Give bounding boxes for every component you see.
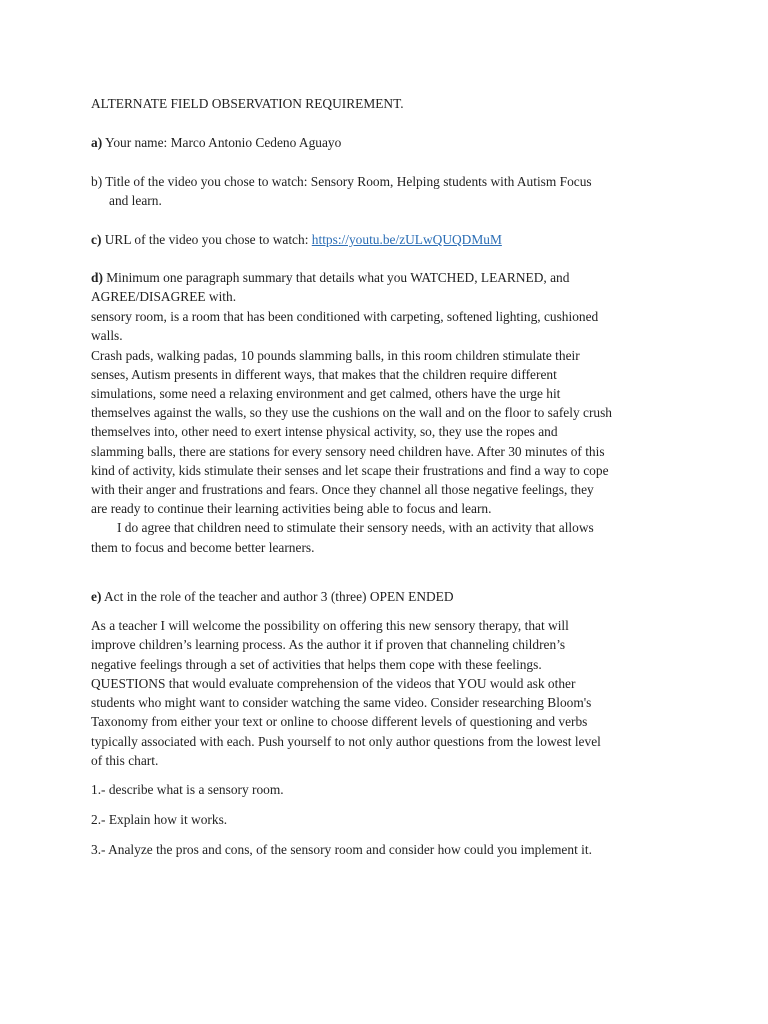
video-url-link[interactable]: https://youtu.be/zULwQUQDMuM [311, 232, 502, 247]
item-d-line-1 [91, 268, 569, 287]
agree-line-2: them to focus and become better learners. [91, 540, 315, 555]
question-2: 2.- Explain how it works. [91, 812, 228, 827]
item-d-line-2: AGREE/DISAGREE with. [91, 289, 237, 304]
summary-line: walls. [91, 328, 123, 343]
item-d-marker: d) [91, 270, 103, 285]
teacher-paragraph-line: negative feelings through a set of activities that helps them cope with these feelings. [91, 657, 542, 672]
summary-line: with their anger and frustrations and fears. Once they channel all those negative feelings, they [91, 482, 594, 497]
item-a-marker: a) [91, 135, 103, 150]
item-c-marker: c) [91, 232, 102, 247]
summary-line: slamming balls, there are stations for every sensory need children have. After 30 minutes of this [91, 444, 605, 459]
summary-line: senses, Autism presents in different ways, that makes that the children require different [91, 367, 557, 382]
item-a-name [91, 133, 341, 152]
item-c-url [91, 230, 502, 249]
summary-line: sensory room, is a room that has been conditioned with carpeting, softened lighting, cushioned [91, 309, 599, 324]
item-c-text: URL of the video you chose to watch: [101, 232, 312, 247]
summary-line: kind of activity, kids stimulate their senses and let scape their frustrations and find a way to cope [91, 463, 609, 478]
agree-line-1: I do agree that children need to stimulate their sensory needs, with an activity that allows [117, 520, 594, 535]
item-e-marker: e) [91, 589, 102, 604]
item-a-text: Your name: Marco Antonio Cedeno Aguayo [102, 135, 342, 150]
teacher-paragraph-line: improve children’s learning process. As the author it if proven that channeling children’s [91, 637, 566, 652]
summary-line: simulations, some need a relaxing environment and get calmed, others have the urge hit [91, 386, 561, 401]
item-e-text: Act in the role of the teacher and author 3 (three) OPEN ENDED [101, 589, 454, 604]
teacher-paragraph-line: typically associated with each. Push yourself to not only author questions from the lowest level [91, 734, 601, 749]
item-b-line-2: and learn. [109, 193, 162, 208]
teacher-paragraph-line: of this chart. [91, 753, 159, 768]
teacher-paragraph-line: QUESTIONS that would evaluate comprehension of the videos that YOU would ask other [91, 676, 576, 691]
teacher-paragraph-line: As a teacher I will welcome the possibility on offering this new sensory therapy, that will [91, 618, 569, 633]
teacher-paragraph-line: Taxonomy from either your text or online to choose different levels of questioning and verbs [91, 714, 588, 729]
summary-line: themselves against the walls, so they use the cushions on the wall and on the floor to safely crush [91, 405, 613, 420]
summary-line: Crash pads, walking padas, 10 pounds slamming balls, in this room children stimulate their [91, 348, 580, 363]
teacher-paragraph-line: students who might want to consider watching the same video. Consider researching Bloom's [91, 695, 592, 710]
item-b-line-1: b) Title of the video you chose to watch: Sensory Room, Helping students with Autism Focus [91, 174, 592, 189]
summary-line: are ready to continue their learning activities being able to focus and learn. [91, 501, 492, 516]
item-e-heading [91, 587, 454, 606]
question-3: 3.- Analyze the pros and cons, of the sensory room and consider how could you implement it. [91, 842, 592, 857]
question-1: 1.- describe what is a sensory room. [91, 782, 284, 797]
summary-line: themselves into, other need to exert intense physical activity, so, they use the ropes and [91, 424, 558, 439]
document-title: ALTERNATE FIELD OBSERVATION REQUIREMENT. [91, 96, 404, 111]
item-d-text: Minimum one paragraph summary that details what you WATCHED, LEARNED, and [102, 270, 570, 285]
